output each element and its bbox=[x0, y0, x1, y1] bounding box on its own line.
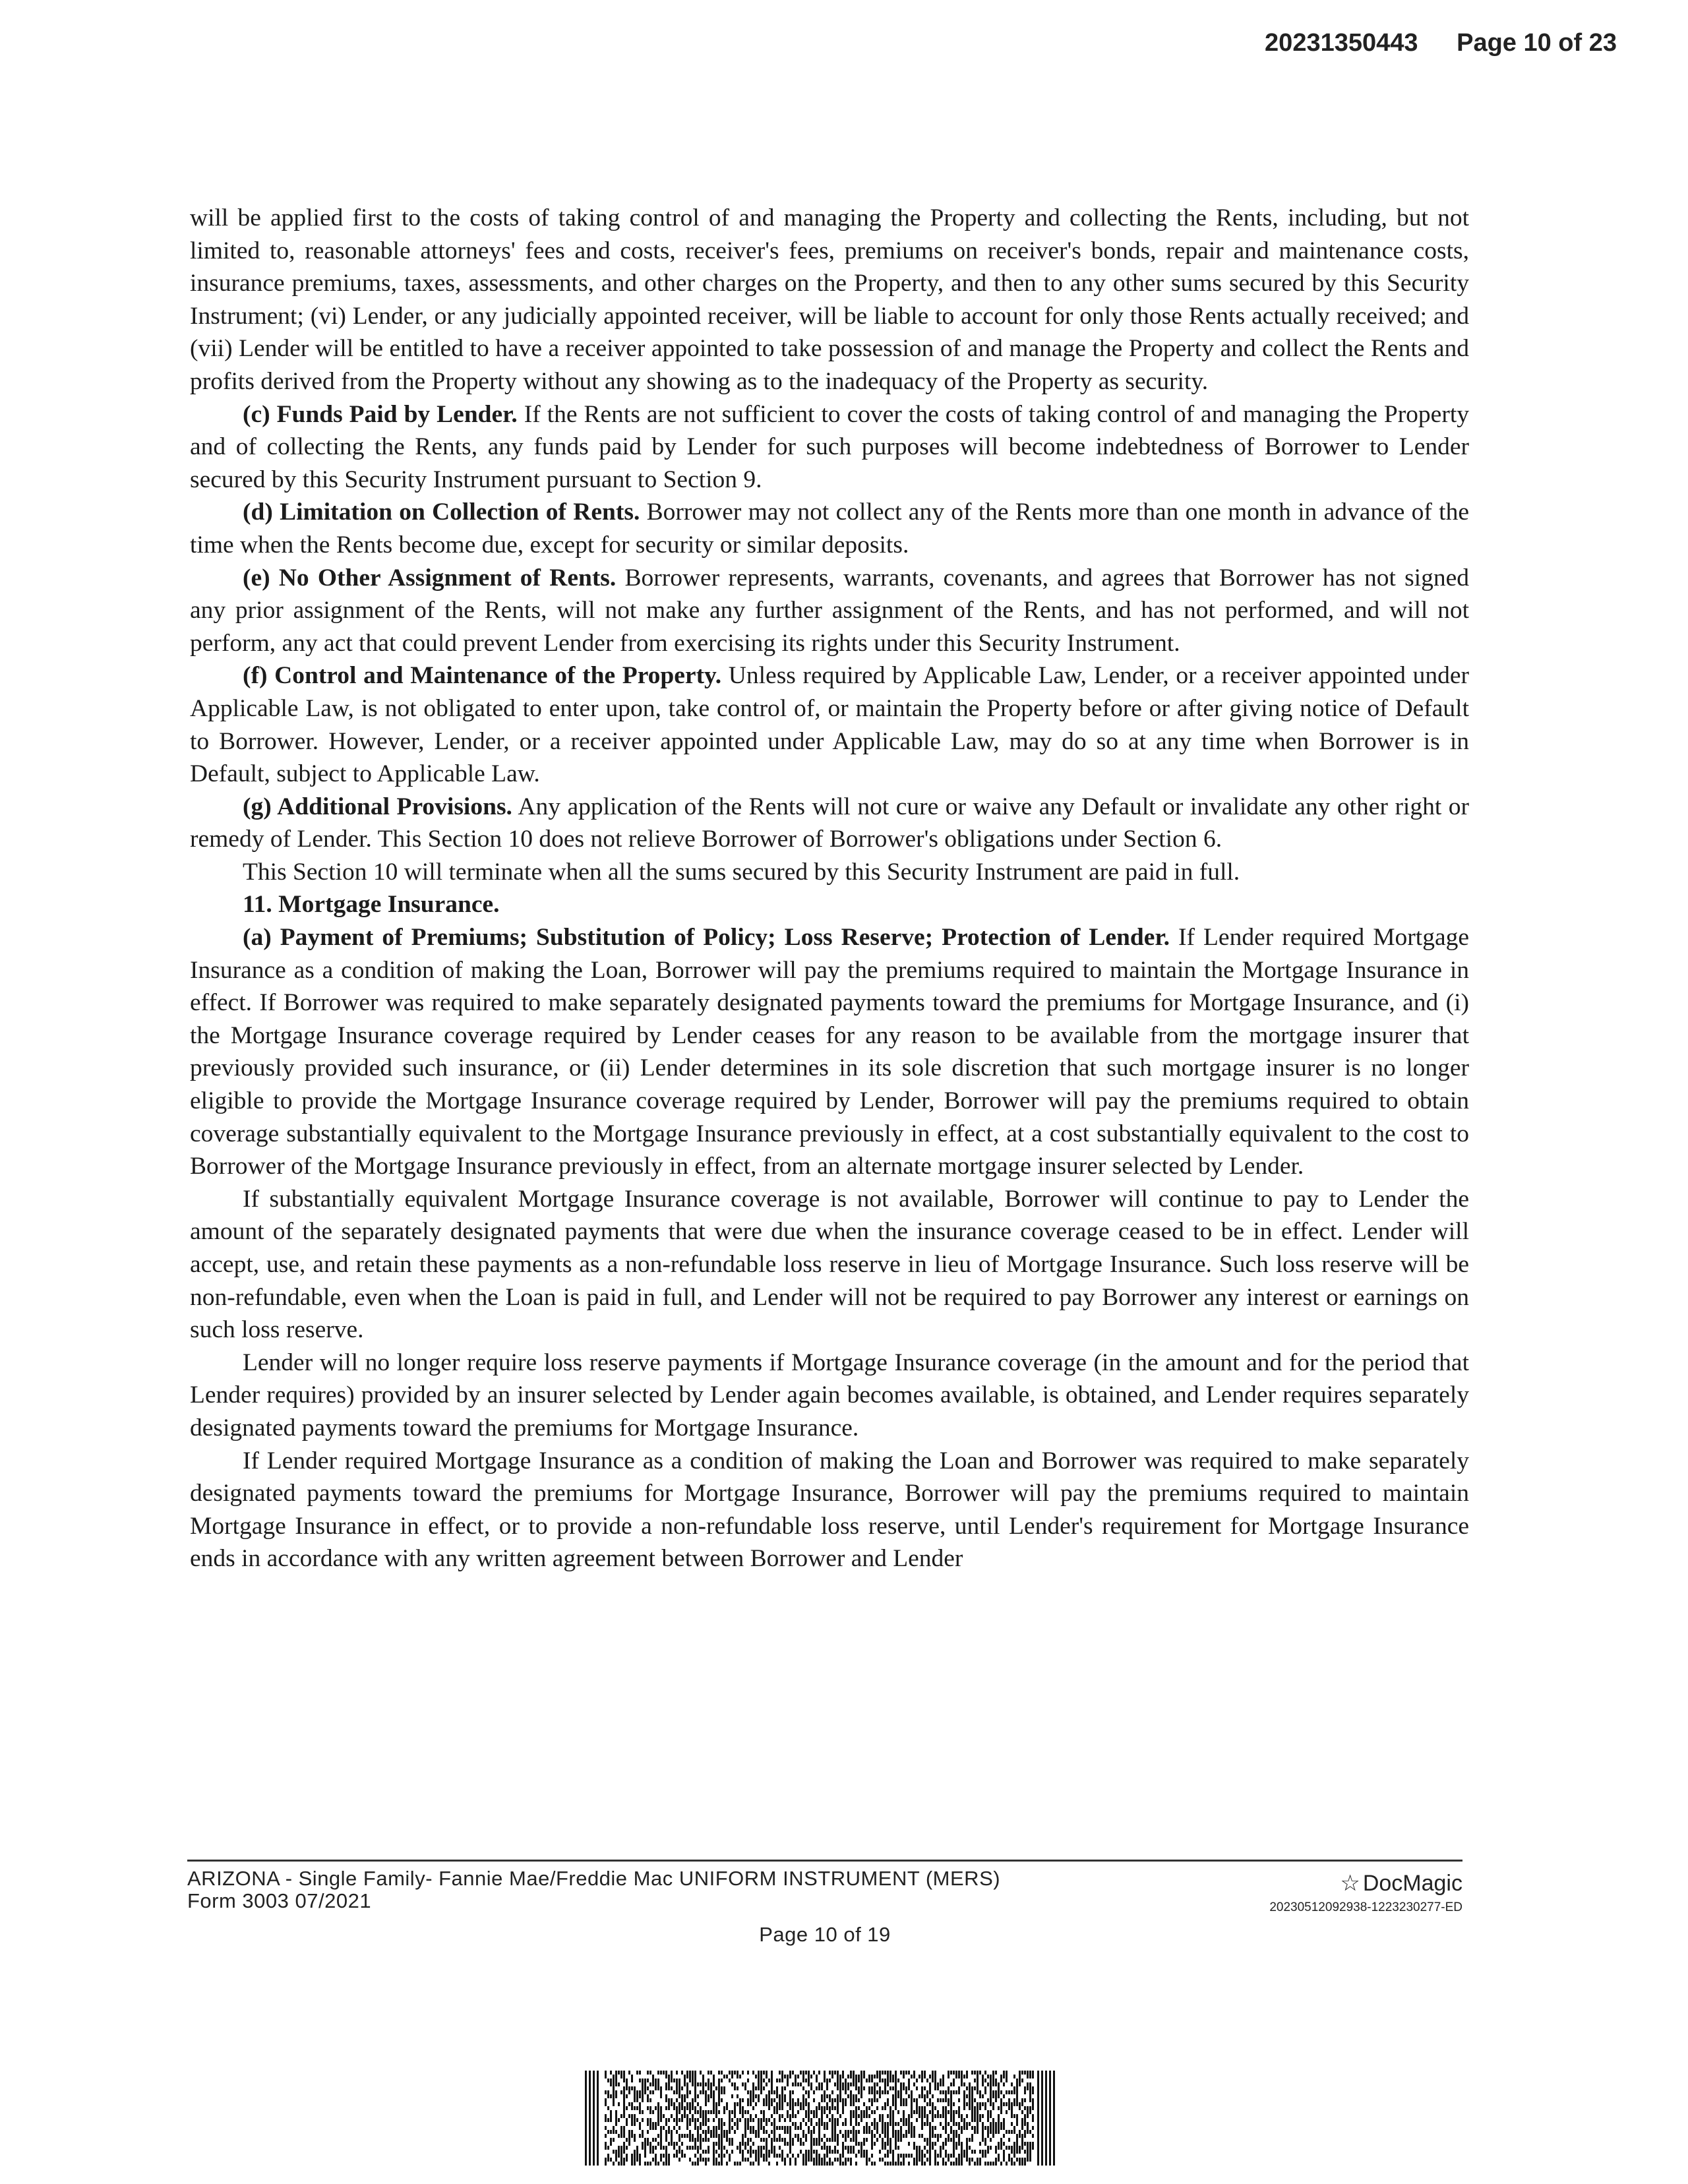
paragraph-continued: will be applied first to the costs of taking control of and managing the Property and collecting the Rents, including, but not limited to, reasonable attorneys' fees and costs, receiver's fees, premiums on receiver's bonds, repair and maintenance costs, insurance premiums, taxes, assessments, and other charges on the Property, and then to any other sums secured by this Security Instrument; (vi) Lender, or any judicially appointed receiver, will be liable to account for only those Rents actually received; and (vii) Lender will be entitled to have a receiver appointed to take possession of and manage the Property and collect the Rents and profits derived from the Property without any showing as to the inadequacy of the Property as security. bbox=[190, 204, 1469, 395]
paragraph-d: (d) Limitation on Collection of Rents. Borrower may not collect any of the Rents more than one month in advance of the time when the Rents become due, except for security or similar deposits. bbox=[190, 499, 1469, 559]
heading-f: (f) Control and Maintenance of the Property. bbox=[243, 662, 722, 690]
page-header bbox=[1265, 29, 1617, 57]
recording-page-number: Page 10 of 23 bbox=[1457, 29, 1617, 57]
barcode-image bbox=[585, 2071, 1057, 2166]
document-number: 20231350443 bbox=[1265, 29, 1418, 57]
docmagic-logo bbox=[1269, 1870, 1462, 1915]
star-icon: ☆ bbox=[1340, 1871, 1360, 1896]
heading-d: (d) Limitation on Collection of Rents. bbox=[243, 499, 640, 526]
page-footer bbox=[187, 1867, 1462, 1947]
paragraph-no-longer-require: Lender will no longer require loss reserve payments if Mortgage Insurance coverage (in the amount and for the period that Lender requires) provided by an insurer selected by Lender again becomes available, is obtained, and Lender requires separately designated payments toward the premiums for Mortgage Insurance. bbox=[190, 1349, 1469, 1441]
brand-name: DocMagic bbox=[1362, 1871, 1462, 1896]
paragraph-if-lender-required: If Lender required Mortgage Insurance as a condition of making the Loan and Borrower was required to make separately designated payments toward the premiums for Mortgage Insurance, Borrower will pay the premiums required to maintain Mortgage Insurance in effect, or to provide a non-refundable loss reserve, until Lender's requirement for Mortgage Insurance ends in accordance with any written agreement between Borrower and Lender bbox=[190, 1447, 1469, 1573]
paragraph-e: (e) No Other Assignment of Rents. Borrower represents, warrants, covenants, and agrees that Borrower has not signed any prior assignment of the Rents, will not make any further assignment of the Rents, and has not performed, and will not perform, any act that could prevent Lender from exercising its rights under this Security Instrument. bbox=[190, 564, 1469, 657]
heading-11a: (a) Payment of Premiums; Substitution of Policy; Loss Reserve; Protection of Lender. bbox=[243, 924, 1170, 952]
brand-code: 20230512092938-1223230277-ED bbox=[1269, 1900, 1462, 1914]
form-title: ARIZONA - Single Family- Fannie Mae/Freddie Mac UNIFORM INSTRUMENT (MERS) bbox=[187, 1867, 1001, 1890]
heading-g: (g) Additional Provisions. bbox=[243, 793, 512, 820]
heading-c: (c) Funds Paid by Lender. bbox=[243, 400, 518, 428]
paragraph-termination: This Section 10 will terminate when all the sums secured by this Security Instrument are paid in full. bbox=[243, 858, 1240, 886]
paragraph-g: (g) Additional Provisions. Any application of the Rents will not cure or waive any Default or invalidate any other right or remedy of Lender. This Section 10 does not relieve Borrower of Borrower's obligations under Section 6. bbox=[190, 793, 1470, 853]
paragraph-f: (f) Control and Maintenance of the Property. Unless required by Applicable Law, Lender, or a receiver appointed under Applicable Law, is not obligated to enter upon, take control of, or maintain the Property before or after giving notice of Default to Borrower. However, Lender, or a receiver appointed under Applicable Law, may do so at any time when Borrower is in Default, subject to Applicable Law. bbox=[190, 662, 1469, 788]
paragraph-equivalent-coverage: If substantially equivalent Mortgage Insurance coverage is not available, Borrower will continue to pay to Lender the amount of the separately designated payments that were due when the insurance coverage ceased to be in effect. Lender will accept, use, and retain these payments as a non-refundable loss reserve in lieu of Mortgage Insurance. Such loss reserve will be non-refundable, even when the Loan is paid in full, and Lender will not be required to pay Borrower any interest or earnings on such loss reserve. bbox=[190, 1185, 1469, 1344]
paragraph-11a: (a) Payment of Premiums; Substitution of Policy; Loss Reserve; Protection of Lender. If Lender required Mortgage Insurance as a condition of making the Loan, Borrower will pay the premiums required to maintain the Mortgage Insurance in effect. If Borrower was required to make separately designated payments toward the premiums for Mortgage Insurance, and (i) the Mortgage Insurance coverage required by Lender ceases for any reason to be available from the mortgage insurer that previously provided such insurance, or (ii) Lender determines in its sole discretion that such mortgage insurer is no longer eligible to provide the Mortgage Insurance coverage required by Lender, Borrower will pay the premiums required to obtain coverage substantially equivalent to the Mortgage Insurance previously in effect, at a cost substantially equivalent to the cost to Borrower of the Mortgage Insurance previously in effect, from an alternate mortgage insurer selected by Lender. bbox=[190, 924, 1469, 1180]
section-11-heading: 11. Mortgage Insurance. bbox=[243, 891, 500, 919]
footer-divider bbox=[187, 1860, 1462, 1862]
form-page-number: Page 10 of 19 bbox=[759, 1923, 891, 1946]
paragraph-c: (c) Funds Paid by Lender. If the Rents are not sufficient to cover the costs of taking control of and managing the Property and of collecting the Rents, any funds paid by Lender for such purposes will become indebtedness of Borrower to Lender secured by this Security Instrument pursuant to Section 9. bbox=[190, 400, 1469, 493]
heading-e: (e) No Other Assignment of Rents. bbox=[243, 564, 617, 592]
form-number: Form 3003 07/2021 bbox=[187, 1889, 372, 1912]
document-body bbox=[190, 202, 1469, 1575]
